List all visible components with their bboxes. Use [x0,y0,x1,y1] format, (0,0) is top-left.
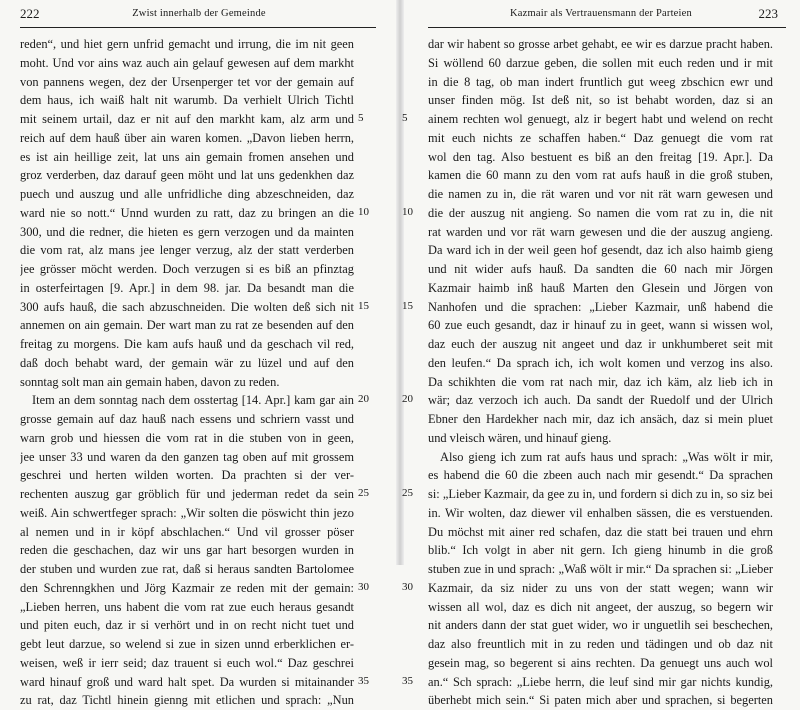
text-line: jee grösser möcht werden. Doch verzugen si es biß an pfinztag [20,262,354,276]
left-page-number: 222 [20,6,40,21]
text-line: und vleisch wären, und hinauf gieng. [428,430,612,445]
right-page [402,0,800,708]
margin-line-number: 5 [402,112,408,124]
text-line: grosse gemain auf daz hauß nach essens und schriern vasst und [20,412,354,426]
text-line: ward nie so nott.“ Unnd wurden zu ratt, daz zu bringen an die [20,205,354,220]
text-line: ward hinauf groß und ward halt spet. Da wurden si mitainander [20,674,354,689]
text-line: daz also freuntlich mit in zu reden und tädingen und ob daz nit [428,637,773,651]
left-page-body [20,35,354,710]
text-line: in osterfeirtagen [9. Apr.] in dem 98. jar. Da besandt man die [20,280,354,295]
text-line: reden die geschachen, daz wir uns gar hart besorgen wurden in [20,543,354,558]
left-running-title: Zwist innerhalb der Gemeinde [132,8,266,19]
text-line: Si wöllend 60 darzue geben, die sollen mit euch reden und ir mit [428,55,773,70]
text-line: dar wir habent so grosse arbet gehabt, ee wir es darzue pracht haben. [428,37,773,51]
margin-line-number: 20 [358,393,369,406]
text-line: rat warden und vor rät warn gewesen und die der auszug angieng. [428,224,773,239]
text-line: gesein mag, so begerent si ains rechten. Da genuegt uns auch wol [428,655,773,670]
text-line: die vom rat, alz mans jee lenger verzug, alz der statt verderben [20,243,354,258]
text-line: weiß. Ain schwertfeger sprach: „Wir solten die pöswicht thin jezo [20,505,354,520]
right-page-header [412,8,790,24]
text-line: rechenten auszug gar gröblich für und jederman redet da sein [20,487,354,501]
text-line: wissen all wol, daz es dich nit angeet, der auszug, so begern wir [428,599,773,614]
margin-line-number: 35 [402,674,413,687]
text-line: blib.“ Ich volgt in aber nit gern. Ich gieng hinumb in die groß [428,543,773,558]
right-page-number: 223 [758,6,778,21]
margin-line-number: 5 [358,112,364,124]
text-line: reden“, und hiet gern unfrid gemacht und irrung, die im nit geen [20,37,354,51]
margin-line-number: 25 [358,487,369,499]
text-line: an.“ Sch sprach: „Liebe herrn, die leuf sind mir gar nichts kundig, [428,674,773,689]
text-line: den leufen.“ Da sprach ich, ich wolt komen und verzog ins also. [428,355,773,370]
text-line: weisen, weß ir ierr seid; daz trauent si euch wol.“ Daz geschrei [20,655,354,670]
text-line: warn grob und hiessen die vom rat in die stuben von in geen, [20,430,354,445]
text-line: es habend die 60 die zbeen auch nach mir gesendt.“ Da sprachen [428,468,773,483]
text-line: und piten euch, daz ir si verhört und in on recht nicht tuet und [20,618,354,633]
text-line: Da schikhten die vom rat nach mir, daz ich käm, alz lieb ich in [428,374,773,389]
text-line: in die 8 tag, ob man indert fruntlich gut weeg zbschicn ewr und [428,74,773,89]
text-line: der stuben und wurden zue rat, daß si heraus sandten Bartolomee [20,562,354,576]
text-line: al nemen und in ir köpf abschlachen.“ Und vil grosser pöser [20,524,354,539]
text-line: jee unser 33 und waren da den ganzen tag oben auf mit grossem [20,449,354,464]
text-line: von pannens wegen, dez der Ursenperger tet vor der gemain auf [20,74,354,89]
margin-line-number: 20 [402,393,413,406]
text-line: dem haus, ich waiß halt nit warumb. Da verhielt Ulrich Tichtl [20,93,354,108]
text-line: si: „Lieber Kazmair, da gee zu in, und fordern si dich zu in, so siz bei [428,487,773,501]
text-line: geschrei und herten wilden worten. Da prachten si der ver- [20,468,354,483]
text-line: annemen on ain gemain. Der wart man zu rat ze besenden auf den [20,318,354,333]
text-line: kamen die 60 mann zu den vom rat aufs hauß in die groß stuben, [428,168,773,183]
text-line: „Lieben herren, uns habent die vom rat zue euch heraus gesandt [20,599,354,614]
right-header-rule [428,27,786,28]
text-line: Da ward ich in der weil geen hof gesendt, daz ich also haimb gieng [428,243,773,258]
text-line: Du möchst mit ainer red schafen, daz die statt bei trauen und ehrn [428,524,773,539]
text-line: Also gieng ich zum rat aufs haus und sprach: „Was wölt ir mir, [440,449,773,464]
text-line: Kazmair haimb inß hauß Marten den Glesein und Jörgen von [428,280,773,295]
margin-line-number: 30 [358,580,369,593]
text-line: gebt leut darzue, so welend si zue in sizen unnd erberklichen er- [20,637,354,651]
text-line: ainem rechten wol genuegt, alz ir begert habt und welend on recht [428,112,773,126]
right-running-title: Kazmair als Vertrauensmann der Parteien [510,8,692,19]
text-line: 300 aufs hauß, die sach abzuschneiden. Die wolten deß sich nit [20,299,354,314]
text-line: mit euch nichts ze schaffen haben.“ Daz genuegt die vom rat [428,130,773,145]
margin-line-number: 30 [402,580,413,593]
text-line: die namen zu in, die rät waren und vor nit rät warn gewesen und [428,187,773,201]
text-line: daß doch behabt ward, der gemain wär zu lüzel und auf den [20,355,354,370]
text-line: Item an dem sonntag nach dem osstertag [14. Apr.] kam gar ain [32,393,354,408]
text-line: nit anders dann der stat guet wider, wo ir unguetlih sei beschechen, [428,618,773,633]
text-line: die der auszug nit angieng. So namen die vom rat zu in, die nit [428,205,773,220]
left-page-header [10,8,388,24]
margin-line-number: 25 [402,487,413,499]
text-line: es ist ain heillige zeit, lat uns ain gemain fromen ansehen und [20,149,354,164]
text-line: mit seinem urtail, daz er nit auf den markht kam, alz arm und [20,112,354,126]
text-line: zu rat, daz Tichtl hinein gienng mit etlichen und sprach: „Nun [20,693,354,708]
left-page [0,0,398,708]
text-line: unser finden mög. Ist deß nit, so ist behabt worden, daz si an [428,93,773,108]
text-line: freitag zu morgens. Die kam aufs hauß und da geschach vil red, [20,337,354,351]
text-line: Nanhofen und die sprachen: „Lieber Kazmair, unß habend die [428,299,773,314]
text-line: sonntag solt man ain gemain haben, davon zu reden. [20,374,280,389]
text-line: reich auf dem hauß über ain waren komen. „Davon lieben herrn, [20,130,354,145]
margin-line-number: 15 [402,299,413,312]
text-line: 300, und die redner, die hieten es gern verzogen und da mainten [20,224,354,239]
text-line: 60 zue euch gesandt, daz ir hinauf zu in geet, wann si wissen wol, [428,318,773,333]
text-line: wär; daz verzoch ich auch. Da sandt der Ruedolf und der Ulrich [428,393,773,408]
text-line: puech und auszug und alle unfridliche ding abzeschneiden, daz [20,187,354,201]
text-line: in. Wir wolten, daz diewer vil enhalben sässen, die es verstuenden. [428,505,773,520]
text-line: Ebner den Hardekher nach mir, daz ich ansäch, daz si mein pluet [428,412,773,426]
text-line: Kazmair, da siz nider zu uns von der statt wegen; wann wir [428,580,773,595]
margin-line-number: 15 [358,299,369,312]
text-line: stuben zue in und sprach: „Waß wölt ir mir.“ Da sprachen si: „Lieber [428,562,773,576]
text-line: wol den tag. Also bestuent es biß an den freitag [19. Apr.]. Da [428,149,773,164]
text-line: moht. Und vor ains waz auch ain gelauf gewesen auf dem markht [20,55,354,70]
margin-line-number: 10 [402,205,413,218]
text-line: überhebt mich sein.“ Si paten mich aber und sprachen, si begerten [428,693,773,708]
text-line: daz euch der auszug nit angeet und daz ir unkhumberet seit mit [428,337,773,351]
text-line: groz verderben, daz darauf geen möht und lat uns gedenkhen daz [20,168,354,183]
text-line: den Schrenngkhen und Jörg Kazmair ze reden mit der gemain: [20,580,354,595]
text-line: und nit wider aufs hauß. Da sandten die 60 nach mir Jörgen [428,262,773,276]
margin-line-number: 35 [358,674,369,687]
right-page-body [428,35,773,710]
margin-line-number: 10 [358,205,369,218]
left-header-rule [20,27,376,28]
